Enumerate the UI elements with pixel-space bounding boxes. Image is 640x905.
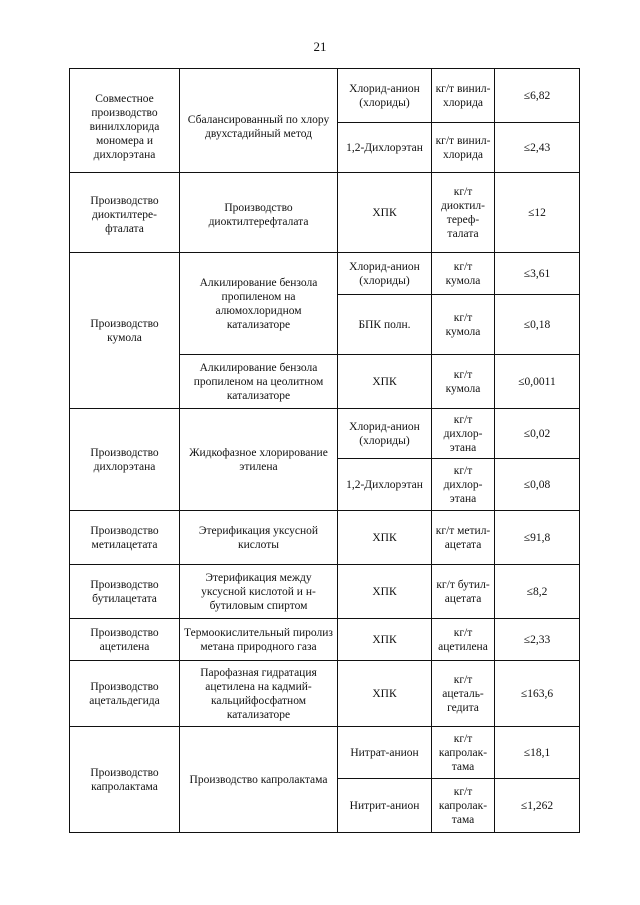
table-row <box>70 409 580 459</box>
value-cell: ≤3,61 <box>495 253 580 295</box>
unit-cell: кг/т ацетилена <box>432 619 495 661</box>
method-cell: Этерификация между уксусной кислотой и н-бутиловым спиртом <box>180 565 338 619</box>
page-number: 21 <box>313 39 327 54</box>
table-row <box>70 727 580 779</box>
process-cell: Производство дихлорэтана <box>70 409 180 511</box>
value-cell: ≤0,0011 <box>495 355 580 409</box>
unit-cell: кг/т бутил-ацетата <box>432 565 495 619</box>
method-cell: Алкилирование бензола пропиленом на алюмохлоридном катализаторе <box>180 253 338 355</box>
process-cell: Производство ацетальдегида <box>70 661 180 727</box>
method-cell: Этерификация уксусной кислоты <box>180 511 338 565</box>
pollutant-cell: ХПК <box>338 355 432 409</box>
unit-cell: кг/т кумола <box>432 295 495 355</box>
process-cell: Производство ацетилена <box>70 619 180 661</box>
emission-norms-table <box>69 68 580 833</box>
value-cell: ≤0,18 <box>495 295 580 355</box>
method-cell: Жидкофазное хлорирование этилена <box>180 409 338 511</box>
value-cell: ≤18,1 <box>495 727 580 779</box>
table-row <box>70 511 580 565</box>
table-row <box>70 173 580 253</box>
pollutant-cell: Хлорид-анион (хлориды) <box>338 409 432 459</box>
value-cell: ≤2,33 <box>495 619 580 661</box>
value-cell: ≤6,82 <box>495 69 580 123</box>
process-cell: Производство кумола <box>70 253 180 409</box>
table-row <box>70 661 580 727</box>
value-cell: ≤0,08 <box>495 459 580 511</box>
value-cell: ≤163,6 <box>495 661 580 727</box>
unit-cell: кг/т кумола <box>432 355 495 409</box>
unit-cell: кг/т дихлор-этана <box>432 459 495 511</box>
table-row <box>70 565 580 619</box>
value-cell: ≤12 <box>495 173 580 253</box>
pollutant-cell: ХПК <box>338 511 432 565</box>
table-row <box>70 253 580 295</box>
pollutant-cell: ХПК <box>338 619 432 661</box>
unit-cell: кг/т диоктил-тереф-талата <box>432 173 495 253</box>
value-cell: ≤1,262 <box>495 779 580 833</box>
method-cell: Производство капролактама <box>180 727 338 833</box>
unit-cell: кг/т винил-хлорида <box>432 123 495 173</box>
pollutant-cell: Нитрит-анион <box>338 779 432 833</box>
pollutant-cell: БПК полн. <box>338 295 432 355</box>
method-cell: Производство диоктилтерефталата <box>180 173 338 253</box>
pollutant-cell: ХПК <box>338 173 432 253</box>
pollutant-cell: Нитрат-анион <box>338 727 432 779</box>
process-cell: Производство диоктилтере-фталата <box>70 173 180 253</box>
table-row <box>70 619 580 661</box>
value-cell: ≤91,8 <box>495 511 580 565</box>
pollutant-cell: ХПК <box>338 565 432 619</box>
unit-cell: кг/т кумола <box>432 253 495 295</box>
process-cell: Совместное производство винилхлорида мономера и дихлорэтана <box>70 69 180 173</box>
pollutant-cell: 1,2-Дихлорэтан <box>338 123 432 173</box>
pollutant-cell: 1,2-Дихлорэтан <box>338 459 432 511</box>
unit-cell: кг/т капролак-тама <box>432 779 495 833</box>
method-cell: Парофазная гидратация ацетилена на кадмий-кальцийфосфатном катализаторе <box>180 661 338 727</box>
process-cell: Производство капролактама <box>70 727 180 833</box>
unit-cell: кг/т метил-ацетата <box>432 511 495 565</box>
value-cell: ≤8,2 <box>495 565 580 619</box>
unit-cell: кг/т капролак-тама <box>432 727 495 779</box>
unit-cell: кг/т винил-хлорида <box>432 69 495 123</box>
process-cell: Производство бутилацетата <box>70 565 180 619</box>
value-cell: ≤2,43 <box>495 123 580 173</box>
pollutant-cell: Хлорид-анион (хлориды) <box>338 69 432 123</box>
pollutant-cell: ХПК <box>338 661 432 727</box>
value-cell: ≤0,02 <box>495 409 580 459</box>
process-cell: Производство метилацетата <box>70 511 180 565</box>
pollutant-cell: Хлорид-анион (хлориды) <box>338 253 432 295</box>
method-cell: Алкилирование бензола пропиленом на цеолитном катализаторе <box>180 355 338 409</box>
unit-cell: кг/т дихлор-этана <box>432 409 495 459</box>
method-cell: Сбалансированный по хлору двухстадийный метод <box>180 69 338 173</box>
table-row <box>70 69 580 123</box>
unit-cell: кг/т ацеталь-гедита <box>432 661 495 727</box>
method-cell: Термоокислительный пиролиз метана природного газа <box>180 619 338 661</box>
